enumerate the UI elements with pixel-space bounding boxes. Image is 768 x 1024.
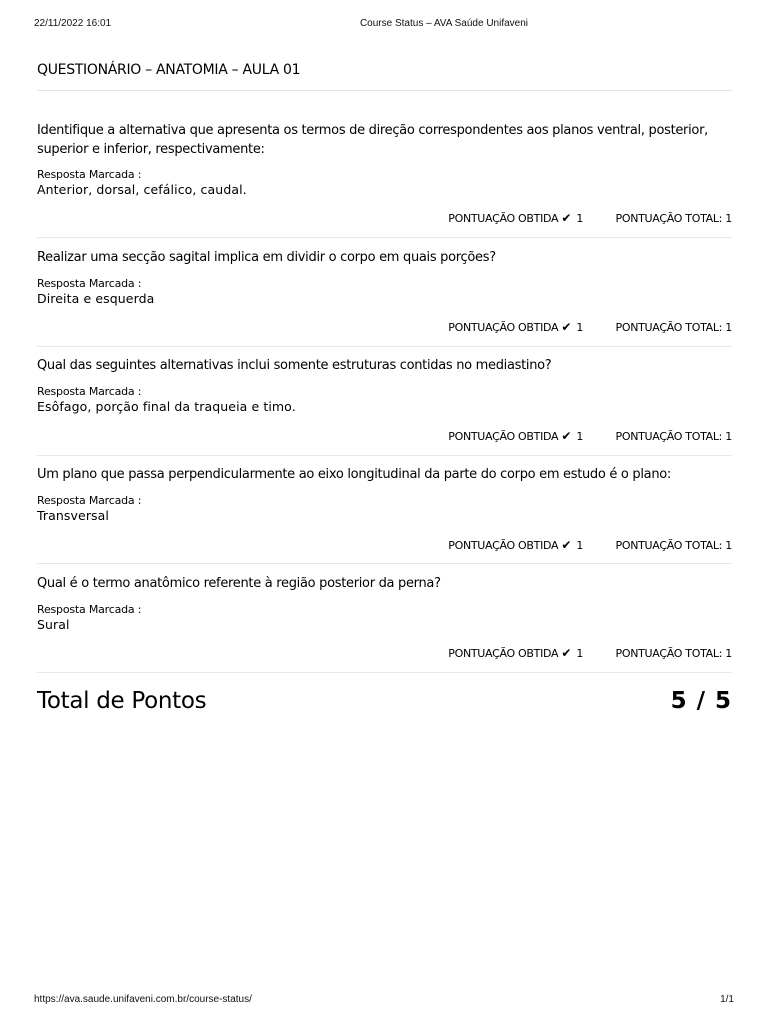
check-icon: ✔ <box>561 211 572 225</box>
question-divider <box>37 563 732 564</box>
score-obtained-value: 1 <box>576 430 584 443</box>
answer-value: Direita e esquerda <box>37 291 155 306</box>
print-url: https://ava.saude.unifaveni.com.br/course-status/ <box>34 994 252 1005</box>
check-icon: ✔ <box>561 429 572 443</box>
score-total-value: 1 <box>725 430 732 443</box>
score-total-value: 1 <box>725 212 732 225</box>
score-obtained-label: PONTUAÇÃO OBTIDA <box>448 539 559 552</box>
answer-label: Resposta Marcada : <box>37 277 142 290</box>
title-divider <box>37 90 732 91</box>
score-row <box>448 320 732 334</box>
score-obtained-value: 1 <box>576 212 584 225</box>
score-total-label: PONTUAÇÃO TOTAL: <box>615 647 723 660</box>
score-obtained-label: PONTUAÇÃO OBTIDA <box>448 430 559 443</box>
answer-label: Resposta Marcada : <box>37 494 142 507</box>
score-row <box>448 538 732 552</box>
score-total-value: 1 <box>725 539 732 552</box>
question-text: Realizar uma secção sagital implica em dividir o corpo em quais porções? <box>37 250 496 265</box>
question-item <box>37 574 732 633</box>
question-item <box>37 356 732 415</box>
score-row <box>448 211 732 225</box>
answer-value: Anterior, dorsal, cefálico, caudal. <box>37 182 247 197</box>
print-footer <box>0 994 768 1008</box>
score-row <box>448 646 732 660</box>
print-header <box>0 18 768 32</box>
print-page-title: Course Status – AVA Saúde Unifaveni <box>359 18 529 29</box>
total-points-value: 5 / 5 <box>670 688 732 714</box>
score-row <box>448 429 732 443</box>
question-item <box>37 465 732 524</box>
question-divider <box>37 455 732 456</box>
check-icon: ✔ <box>561 538 572 552</box>
question-text: Qual é o termo anatômico referente à região posterior da perna? <box>37 576 441 591</box>
score-total-value: 1 <box>725 321 732 334</box>
score-obtained-label: PONTUAÇÃO OBTIDA <box>448 647 559 660</box>
score-obtained-value: 1 <box>576 539 584 552</box>
question-divider <box>37 346 732 347</box>
answer-value: Sural <box>37 617 70 632</box>
print-page-number: 1/1 <box>720 994 734 1005</box>
answer-value: Transversal <box>37 508 110 523</box>
question-divider <box>37 237 732 238</box>
check-icon: ✔ <box>561 320 572 334</box>
total-points-label: Total de Pontos <box>37 688 207 714</box>
score-obtained-value: 1 <box>576 321 584 334</box>
answer-label: Resposta Marcada : <box>37 385 142 398</box>
question-item <box>37 248 732 307</box>
check-icon: ✔ <box>561 646 572 660</box>
print-datetime: 22/11/2022 16:01 <box>34 18 112 29</box>
score-obtained-label: PONTUAÇÃO OBTIDA <box>448 212 559 225</box>
question-text: Identifique a alternativa que apresenta os termos de direção correspondentes aos planos ventral, posterior, superior e inferior, respectivamente: <box>37 123 708 157</box>
question-item <box>37 121 732 198</box>
question-divider <box>37 672 732 673</box>
score-obtained-value: 1 <box>576 647 584 660</box>
score-total-label: PONTUAÇÃO TOTAL: <box>615 212 723 225</box>
score-total-value: 1 <box>725 647 732 660</box>
answer-label: Resposta Marcada : <box>37 603 142 616</box>
question-text: Qual das seguintes alternativas inclui somente estruturas contidas no mediastino? <box>37 358 552 373</box>
score-total-label: PONTUAÇÃO TOTAL: <box>615 539 723 552</box>
score-obtained-label: PONTUAÇÃO OBTIDA <box>448 321 559 334</box>
quiz-title: QUESTIONÁRIO – ANATOMIA – AULA 01 <box>37 62 301 78</box>
answer-value: Esôfago, porção final da traqueia e timo. <box>37 399 296 414</box>
answer-label: Resposta Marcada : <box>37 168 142 181</box>
question-text: Um plano que passa perpendicularmente ao eixo longitudinal da parte do corpo em estudo é o plano: <box>37 467 671 482</box>
score-total-label: PONTUAÇÃO TOTAL: <box>615 321 723 334</box>
score-total-label: PONTUAÇÃO TOTAL: <box>615 430 723 443</box>
